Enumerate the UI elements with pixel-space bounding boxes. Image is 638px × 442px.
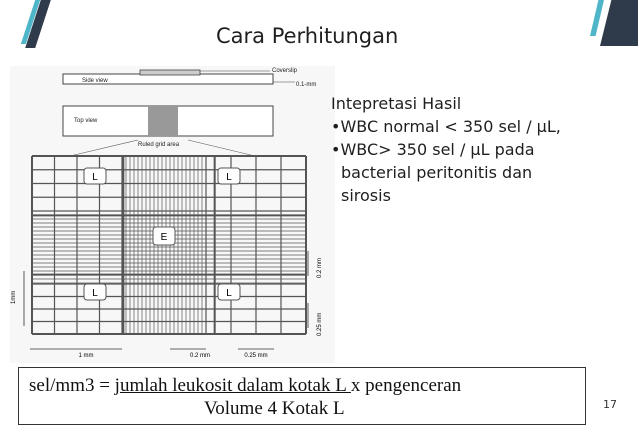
formula-numerator: jumlah leukosit dalam kotak L <box>114 375 351 396</box>
dim-025mm-right: 0.25 mm <box>317 312 323 336</box>
dim-1mm-left: 1mm <box>11 290 17 304</box>
slide-title: Cara Perhitungan <box>216 24 399 48</box>
formula-line-1 <box>29 375 461 397</box>
dim-02mm-right: 0.2 mm <box>317 257 323 278</box>
svg-text:L: L <box>226 172 232 183</box>
hemocytometer-diagram <box>10 66 335 363</box>
svg-text:E: E <box>160 232 168 243</box>
depth-label: 0.1-mm <box>296 82 317 88</box>
corner-decoration-dark-right <box>600 0 638 46</box>
label-L-bottom-right <box>218 284 240 300</box>
svg-text:L: L <box>92 288 98 299</box>
side-view-label: Side view <box>82 78 108 84</box>
interpretation-notes <box>331 92 631 207</box>
svg-text:L: L <box>92 172 98 183</box>
formula-multiplier: x pengenceran <box>350 375 462 396</box>
dim-1mm-bottom: 1 mm <box>78 353 94 359</box>
notes-line-2: •WBC> 350 sel / µL pada <box>331 140 535 159</box>
notes-line-1: •WBC normal < 350 sel / µL, <box>331 117 561 136</box>
dim-025mm-bottom: 0.25 mm <box>244 353 268 359</box>
top-view-label: Top view <box>74 118 98 124</box>
label-E-center <box>153 227 175 245</box>
page-number: 17 <box>603 398 617 411</box>
svg-text:L: L <box>226 288 232 299</box>
formula-denominator: Volume 4 Kotak L <box>204 398 345 419</box>
label-L-top-right <box>218 168 240 184</box>
coverslip-label: Coverslip <box>272 68 298 74</box>
formula-lhs: sel/mm3 = <box>29 375 115 396</box>
notes-line-4: sirosis <box>341 186 391 205</box>
label-L-bottom-left <box>84 284 106 300</box>
coverslip-shape <box>140 70 200 75</box>
ruled-grid-label: Ruled grid area <box>138 142 180 148</box>
dim-02mm-bottom: 0.2 mm <box>189 353 211 359</box>
label-L-top-left <box>84 168 106 184</box>
corner-decoration-teal-right <box>590 0 604 36</box>
notes-line-3: bacterial peritonitis dan <box>341 163 533 182</box>
formula-box <box>18 367 586 425</box>
notes-heading: Intepretasi Hasil <box>331 94 462 113</box>
